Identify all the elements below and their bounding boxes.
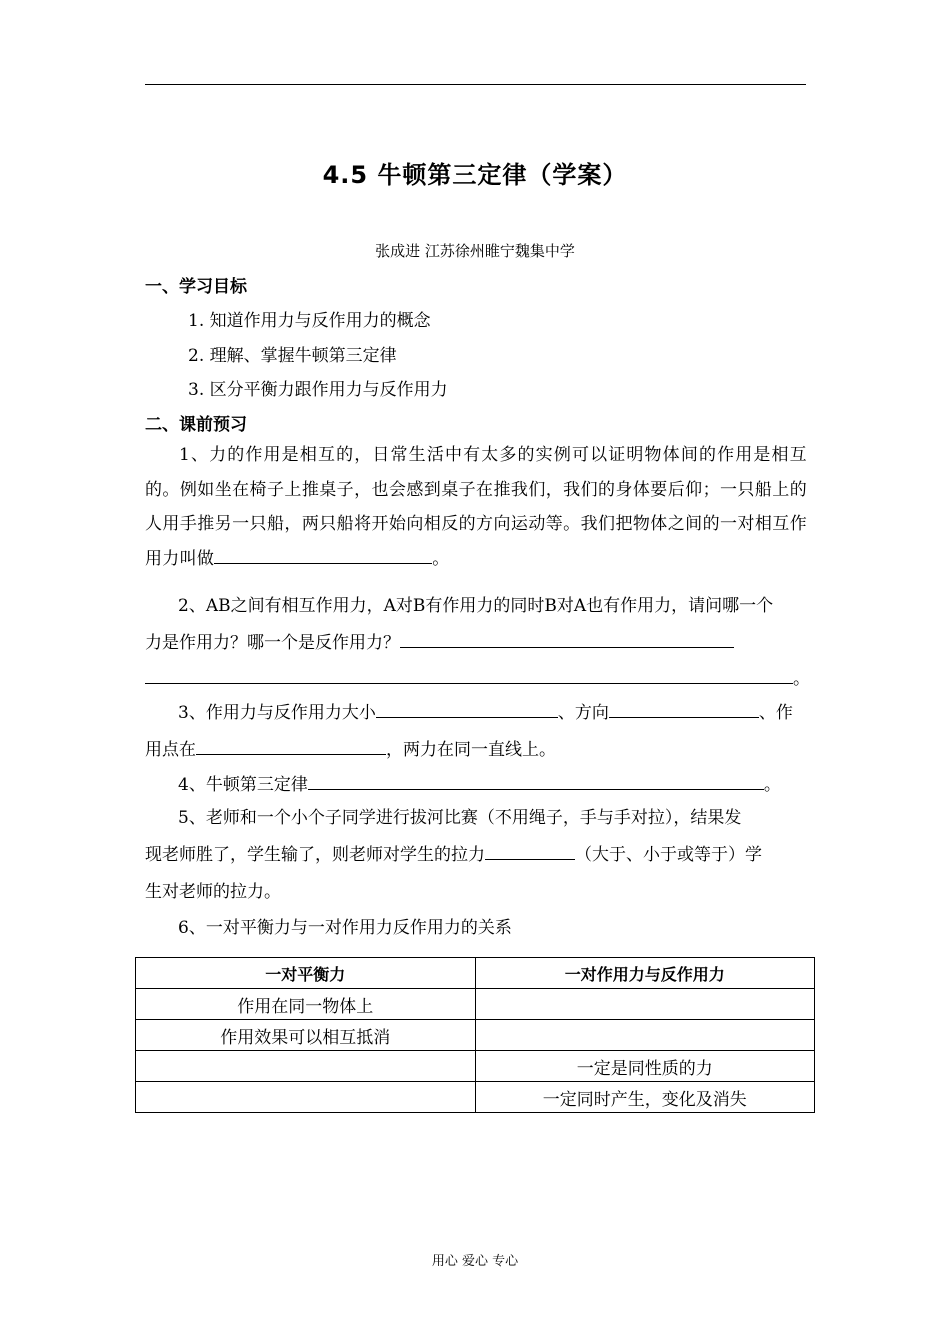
table-row xyxy=(136,1082,815,1113)
table-cell[interactable]: 一定是同性质的力 xyxy=(475,1051,815,1082)
question-3-text: 、作 xyxy=(758,703,793,723)
answer-blank-2b[interactable] xyxy=(145,665,793,684)
section-heading-goals: 一、学习目标 xyxy=(145,277,247,297)
question-4-text: 4、牛顿第三定律 xyxy=(178,775,308,795)
goal-item: 3. 区分平衡力跟作用力与反作用力 xyxy=(188,380,448,400)
question-5-line3: 生对老师的拉力。 xyxy=(145,882,281,902)
table-row xyxy=(136,1020,815,1051)
table-header: 一对作用力与反作用力 xyxy=(475,958,815,989)
question-5-text: （大于、小于或等于）学 xyxy=(575,845,762,865)
header-rule xyxy=(145,84,806,85)
question-5-text: 现老师胜了，学生输了，则老师对学生的拉力 xyxy=(145,845,485,865)
question-3-text: 、方向 xyxy=(557,703,609,723)
answer-blank-3c[interactable] xyxy=(196,736,386,755)
answer-blank-3b[interactable] xyxy=(609,699,759,718)
question-2-line3 xyxy=(145,664,810,689)
table-cell[interactable]: 一定同时产生，变化及消失 xyxy=(475,1082,815,1113)
punct: 。 xyxy=(432,548,450,569)
question-3-text: 用点在 xyxy=(145,740,196,760)
goal-item: 2. 理解、掌握牛顿第三定律 xyxy=(188,346,397,366)
question-2-line1: 2、AB之间有相互作用力，A对B有作用力的同时B对A也有作用力，请问哪一个 xyxy=(178,596,774,616)
page-title: 4.5 牛顿第三定律（学案） xyxy=(322,161,628,189)
table-header: 一对平衡力 xyxy=(136,958,476,989)
question-5-line1: 5、老师和一个小个子同学进行拔河比赛（不用绳子，手与手对拉），结果发 xyxy=(178,808,742,828)
table-row xyxy=(136,989,815,1020)
comparison-table xyxy=(135,957,815,1113)
table-row xyxy=(136,1051,815,1082)
table-cell[interactable]: 作用在同一物体上 xyxy=(136,989,476,1020)
question-2-line2 xyxy=(145,628,734,653)
question-1-text: 1、力的作用是相互的，日常生活中有太多的实例可以证明物体间的作用是相互的。例如坐在椅子上推桌子，也会感到桌子在推我们，我们的身体要后仰；一只船上的人用手推另一只船，两只船将开始向相反的方向运动等。我们把物体之间的一对相互作用力叫做 xyxy=(145,445,807,569)
answer-blank-1[interactable] xyxy=(214,545,432,564)
table-cell[interactable] xyxy=(136,1082,476,1113)
question-4 xyxy=(178,770,781,795)
question-6: 6、一对平衡力与一对作用力反作用力的关系 xyxy=(178,918,512,938)
question-3-text: 3、作用力与反作用力大小 xyxy=(178,703,376,723)
table-cell[interactable] xyxy=(475,1020,815,1051)
answer-blank-3a[interactable] xyxy=(376,699,558,718)
author-line: 张成进 江苏徐州睢宁魏集中学 xyxy=(375,242,575,260)
table-cell[interactable]: 作用效果可以相互抵消 xyxy=(136,1020,476,1051)
section-heading-preview: 二、课前预习 xyxy=(145,415,247,435)
page-footer: 用心 爱心 专心 xyxy=(431,1254,519,1269)
question-3-line1 xyxy=(178,698,793,723)
punct: 。 xyxy=(793,669,810,689)
question-3-text: ，两力在同一直线上。 xyxy=(386,740,556,760)
punct: 。 xyxy=(763,775,781,795)
answer-blank-5[interactable] xyxy=(485,841,575,860)
question-1 xyxy=(145,438,807,576)
table-header-row xyxy=(136,958,815,989)
table-cell[interactable] xyxy=(475,989,815,1020)
goal-item: 1. 知道作用力与反作用力的概念 xyxy=(188,311,431,331)
table-cell[interactable] xyxy=(136,1051,476,1082)
question-3-line2 xyxy=(145,735,556,760)
answer-blank-2a[interactable] xyxy=(400,629,734,648)
answer-blank-4[interactable] xyxy=(308,771,764,790)
question-2-text: 力是作用力？哪一个是反作用力？ xyxy=(145,633,400,653)
question-5-line2 xyxy=(145,840,762,865)
